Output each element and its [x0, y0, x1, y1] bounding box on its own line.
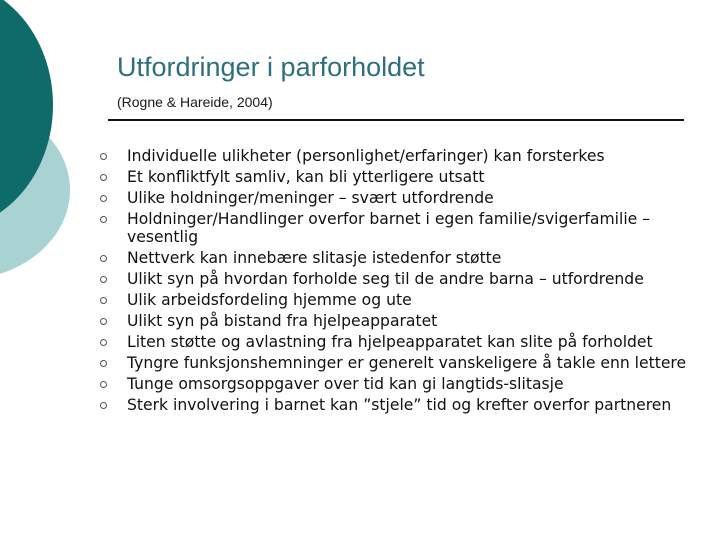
circle-bullet-icon: [100, 174, 107, 181]
circle-bullet-icon: [100, 216, 107, 223]
bullet-text: Tunge omsorgsoppgaver over tid kan gi langtids-slitasje: [127, 375, 564, 393]
list-item: [98, 291, 688, 309]
bullet-text: Ulike holdninger/meninger – svært utfordrende: [127, 189, 494, 207]
list-item: [98, 396, 688, 414]
bullet-text: Et konfliktfylt samliv, kan bli ytterligere utsatt: [127, 168, 485, 186]
circle-bullet-icon: [100, 360, 107, 367]
circle-bullet-icon: [100, 318, 107, 325]
list-item: [98, 354, 688, 372]
list-item: [98, 375, 688, 393]
bullet-text: Liten støtte og avlastning fra hjelpeapparatet kan slite på forholdet: [127, 333, 653, 351]
bullet-text: Ulikt syn på bistand fra hjelpeapparatet: [127, 312, 438, 330]
list-item: [98, 147, 688, 165]
circle-bullet-icon: [100, 153, 107, 160]
circle-bullet-icon: [100, 276, 107, 283]
list-item: [98, 249, 688, 267]
bullet-text: Ulik arbeidsfordeling hjemme og ute: [127, 291, 412, 309]
circle-bullet-icon: [100, 255, 107, 262]
circle-bullet-icon: [100, 339, 107, 346]
list-item: [98, 189, 688, 207]
decorative-circles: [0, 0, 110, 300]
slide-title: Utfordringer i parforholdet: [117, 52, 425, 82]
bullet-text: Holdninger/Handlinger overfor barnet i egen familie/svigerfamilie – vesentlig: [127, 210, 650, 246]
circle-bullet-icon: [100, 381, 107, 388]
bullet-text: Sterk involvering i barnet kan ”stjele” tid og krefter overfor partneren: [127, 396, 672, 414]
bullet-text: Individuelle ulikheter (personlighet/erfaringer) kan forsterkes: [127, 147, 605, 165]
list-item: [98, 270, 688, 288]
bullet-text: Ulikt syn på hvordan forholde seg til de andre barna – utfordrende: [127, 270, 644, 288]
circle-bullet-icon: [100, 297, 107, 304]
circle-bullet-icon: [100, 402, 107, 409]
circle-bullet-icon: [100, 195, 107, 202]
title-divider: [108, 119, 684, 121]
bullet-text: Tyngre funksjonshemninger er generelt vanskeligere å takle enn lettere: [127, 354, 687, 372]
list-item: [98, 333, 688, 351]
bullet-list: [98, 147, 688, 417]
bullet-text: Nettverk kan innebære slitasje istedenfor støtte: [127, 249, 502, 267]
list-item: [98, 168, 688, 186]
slide-subtitle: (Rogne & Hareide, 2004): [117, 94, 273, 110]
list-item: [98, 312, 688, 330]
list-item: [98, 210, 688, 246]
